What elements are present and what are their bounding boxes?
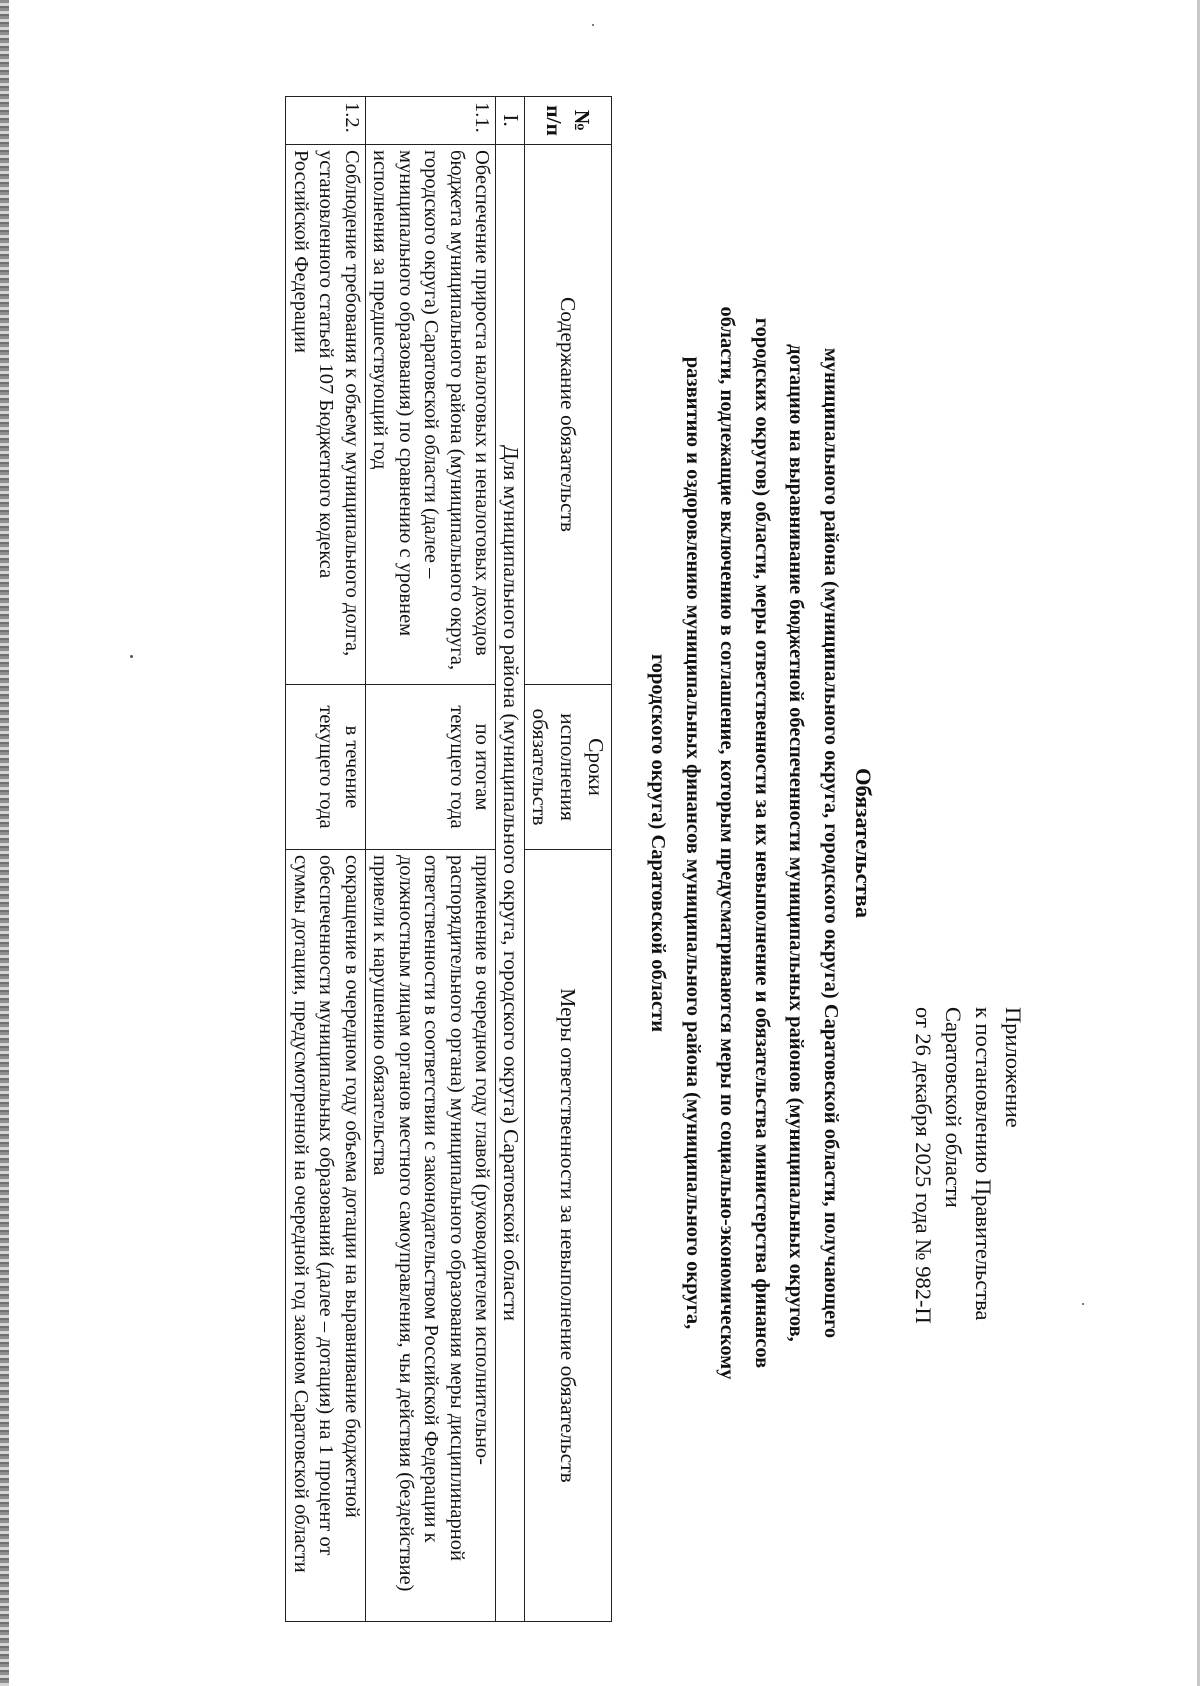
header-deadline: Сроки исполнения обязательств: [525, 685, 612, 850]
section-row: [496, 97, 525, 1622]
row-deadline: по итогам текущего года: [366, 685, 497, 850]
table-header-row: [525, 97, 612, 1622]
subtitle-line: дотацию на выравнивание бюджетной обеспеченности муниципальных районов (муниципальных округов,: [785, 344, 808, 1342]
appendix-line: от 26 декабря 2025 года № 982-П: [911, 1007, 936, 1324]
row-deadline: в течение текущего года: [286, 685, 366, 850]
section-num: I.: [496, 97, 525, 145]
document-subtitle: [641, 60, 848, 1626]
appendix-line: к постановлению Правительства: [971, 1007, 996, 1321]
table-row: [286, 97, 366, 1622]
appendix-line: Саратовской области: [941, 1007, 966, 1208]
header-measures: Меры ответственности за невыполнение обязательств: [525, 850, 612, 1622]
row-measures: применение в очередном году главой (руководителем исполнительно-распорядительного органа) муниципального образования меры дисциплинарной ответственности в соответствии с законодательством Российской Федерации к должностным лицам органов местного самоуправления, чьи действия (бездействие) привели к нарушению обязательства: [366, 850, 497, 1622]
header-num: № п/п: [525, 97, 612, 145]
row-content: Соблюдение требования к объему муниципального долга, установленного статьей 107 Бюджетного кодекса Российской Федерации: [286, 145, 366, 685]
row-measures: сокращение в очередном году объема дотации на выравнивание бюджетной обеспеченности муниципальных образований (далее – дотация) на 1 процент от суммы дотации, предусмотренной на очередной год законом Саратовской области: [286, 850, 366, 1622]
row-content: Обеспечение прироста налоговых и неналоговых доходов бюджета муниципального района (муниципального округа, городского округа) Саратовской области (далее – муниципального образования) по сравнению с уровнем исполнения за предшествующий год: [366, 145, 497, 685]
document-title: Обязательства: [851, 767, 876, 919]
appendix-block: [908, 1007, 1028, 1324]
appendix-line: Приложение: [1001, 1007, 1026, 1128]
subtitle-line: области, подлежащие включению в соглашение, которым предусматриваются меры по социально-экономическому: [716, 306, 739, 1380]
header-content: Содержание обязательств: [525, 145, 612, 685]
subtitle-line: городских округов) области, меры ответственности за их невыполнение и обязательства министерства финансов: [751, 317, 773, 1369]
subtitle-line: городского округа) Саратовской области: [647, 653, 670, 1033]
row-num: 1.2.: [286, 97, 366, 145]
obligations-table: [286, 96, 613, 1622]
subtitle-line: развитию и оздоровлению муниципальных финансов муниципального района (муниципального округа,: [682, 356, 704, 1330]
section-title: Для муниципального района (муниципального округа, городского округа) Саратовской области: [496, 145, 525, 1622]
row-num: 1.1.: [366, 97, 497, 145]
subtitle-line: муниципального района (муниципального округа, городского округа) Саратовской области, получающего: [820, 347, 842, 1339]
table-row: [366, 97, 497, 1622]
